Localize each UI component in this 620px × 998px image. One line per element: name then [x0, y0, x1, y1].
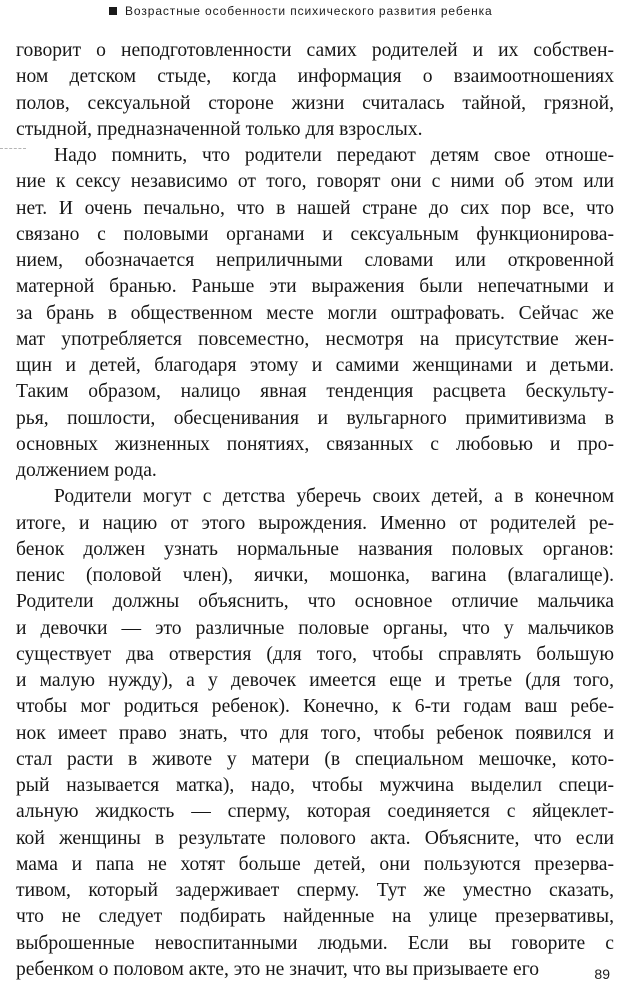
text-line: должением рода. — [16, 460, 157, 481]
text-line: нет. И очень печально, что в нашей стране до сих пор все, что — [16, 197, 614, 219]
text-line: ние к сексу независимо от того, говорят они с ними об этом или — [16, 171, 614, 193]
header-square-marker-icon — [109, 7, 117, 15]
text-line: чтобы мог родиться ребенок). Конечно, к 6-ти годам ваш ребе- — [16, 696, 614, 718]
text-line: Таким образом, налицо явная тенденция расцвета бескульту- — [16, 381, 614, 403]
text-line: и девочки — это различные половые органы, что у мальчиков — [16, 617, 614, 639]
text-line: Родители должны объяснить, что основное отличие мальчика — [16, 591, 614, 613]
text-line: связано с половыми органами и сексуальным функционирова- — [16, 223, 614, 245]
running-header — [109, 4, 493, 18]
text-line: существует два отверстия (для того, чтобы справлять большую — [16, 643, 614, 665]
text-line: мат употребляется повсеместно, несмотря на присутствие жен- — [16, 328, 614, 350]
text-line: и малую нужду), а у девочек имеется еще и третье (для того, — [16, 670, 614, 691]
text-line: выброшенные невоспитанными людьми. Если вы говорите с — [16, 932, 614, 954]
text-line: итоге, и нацию от этого вырождения. Именно от родителей ре- — [16, 512, 614, 534]
text-line: нок имеет право знать, что для того, чтобы ребенок появился и — [16, 722, 614, 744]
text-line: бенок должен узнать нормальные названия половых органов: — [16, 538, 614, 560]
text-line: щин и детей, благодаря этому и самими женщинами и детьми. — [16, 355, 614, 376]
text-line: стыдной, предназначенной только для взрослых. — [16, 118, 423, 140]
text-line: рья, пошлости, обесценивания и вульгарного примитивизма в — [16, 407, 614, 429]
text-line: что не следует подбирать найденные на улице презервативы, — [16, 906, 614, 928]
body-text — [16, 38, 614, 983]
text-line: матерной бранью. Раньше эти выражения были непечатными и — [16, 276, 614, 298]
paragraph — [16, 143, 614, 484]
text-line: мама и папа не хотят больше детей, они пользуются презерва- — [16, 853, 614, 875]
page-number: 89 — [594, 966, 610, 982]
text-line: ном детском стыде, когда информация о взаимоотношениях — [16, 66, 614, 88]
text-line: тивом, который задерживает сперму. Тут же уместно сказать, — [16, 880, 614, 901]
paragraph — [16, 38, 614, 143]
text-line: нием, обозначается неприличными словами или откровенной — [16, 250, 614, 271]
text-line: альную жидкость — сперму, которая соединяется с яйцеклет- — [16, 801, 614, 823]
text-line: полов, сексуальной стороне жизни считалась тайной, грязной, — [16, 92, 614, 114]
text-line: Родители могут с детства уберечь своих детей, а в конечном — [54, 486, 614, 508]
text-line: Надо помнить, что родители передают детям свое отноше- — [54, 145, 614, 166]
text-line: ребенком о половом акте, это не значит, что вы призываете его — [16, 958, 540, 980]
text-line: говорит о неподготовленности самих родителей и их собствен- — [16, 40, 614, 61]
text-line: кой женщины в результате полового акта. Объясните, что если — [16, 827, 614, 849]
text-line: основных жизненных понятиях, связанных с любовью и про- — [16, 433, 614, 455]
paragraph — [16, 484, 614, 983]
text-line: стал расти в животе у матери (в специальном мешочке, кото- — [16, 748, 614, 770]
running-header-title: Возрастные особенности психического развития ребенка — [125, 4, 493, 18]
text-line: за брань в общественном месте могли оштрафовать. Сейчас же — [16, 302, 614, 324]
text-line: рый называется матка), надо, чтобы мужчина выделил специ- — [16, 775, 614, 796]
text-line: пенис (половой член), яички, мошонка, вагина (влагалище). — [16, 565, 614, 586]
